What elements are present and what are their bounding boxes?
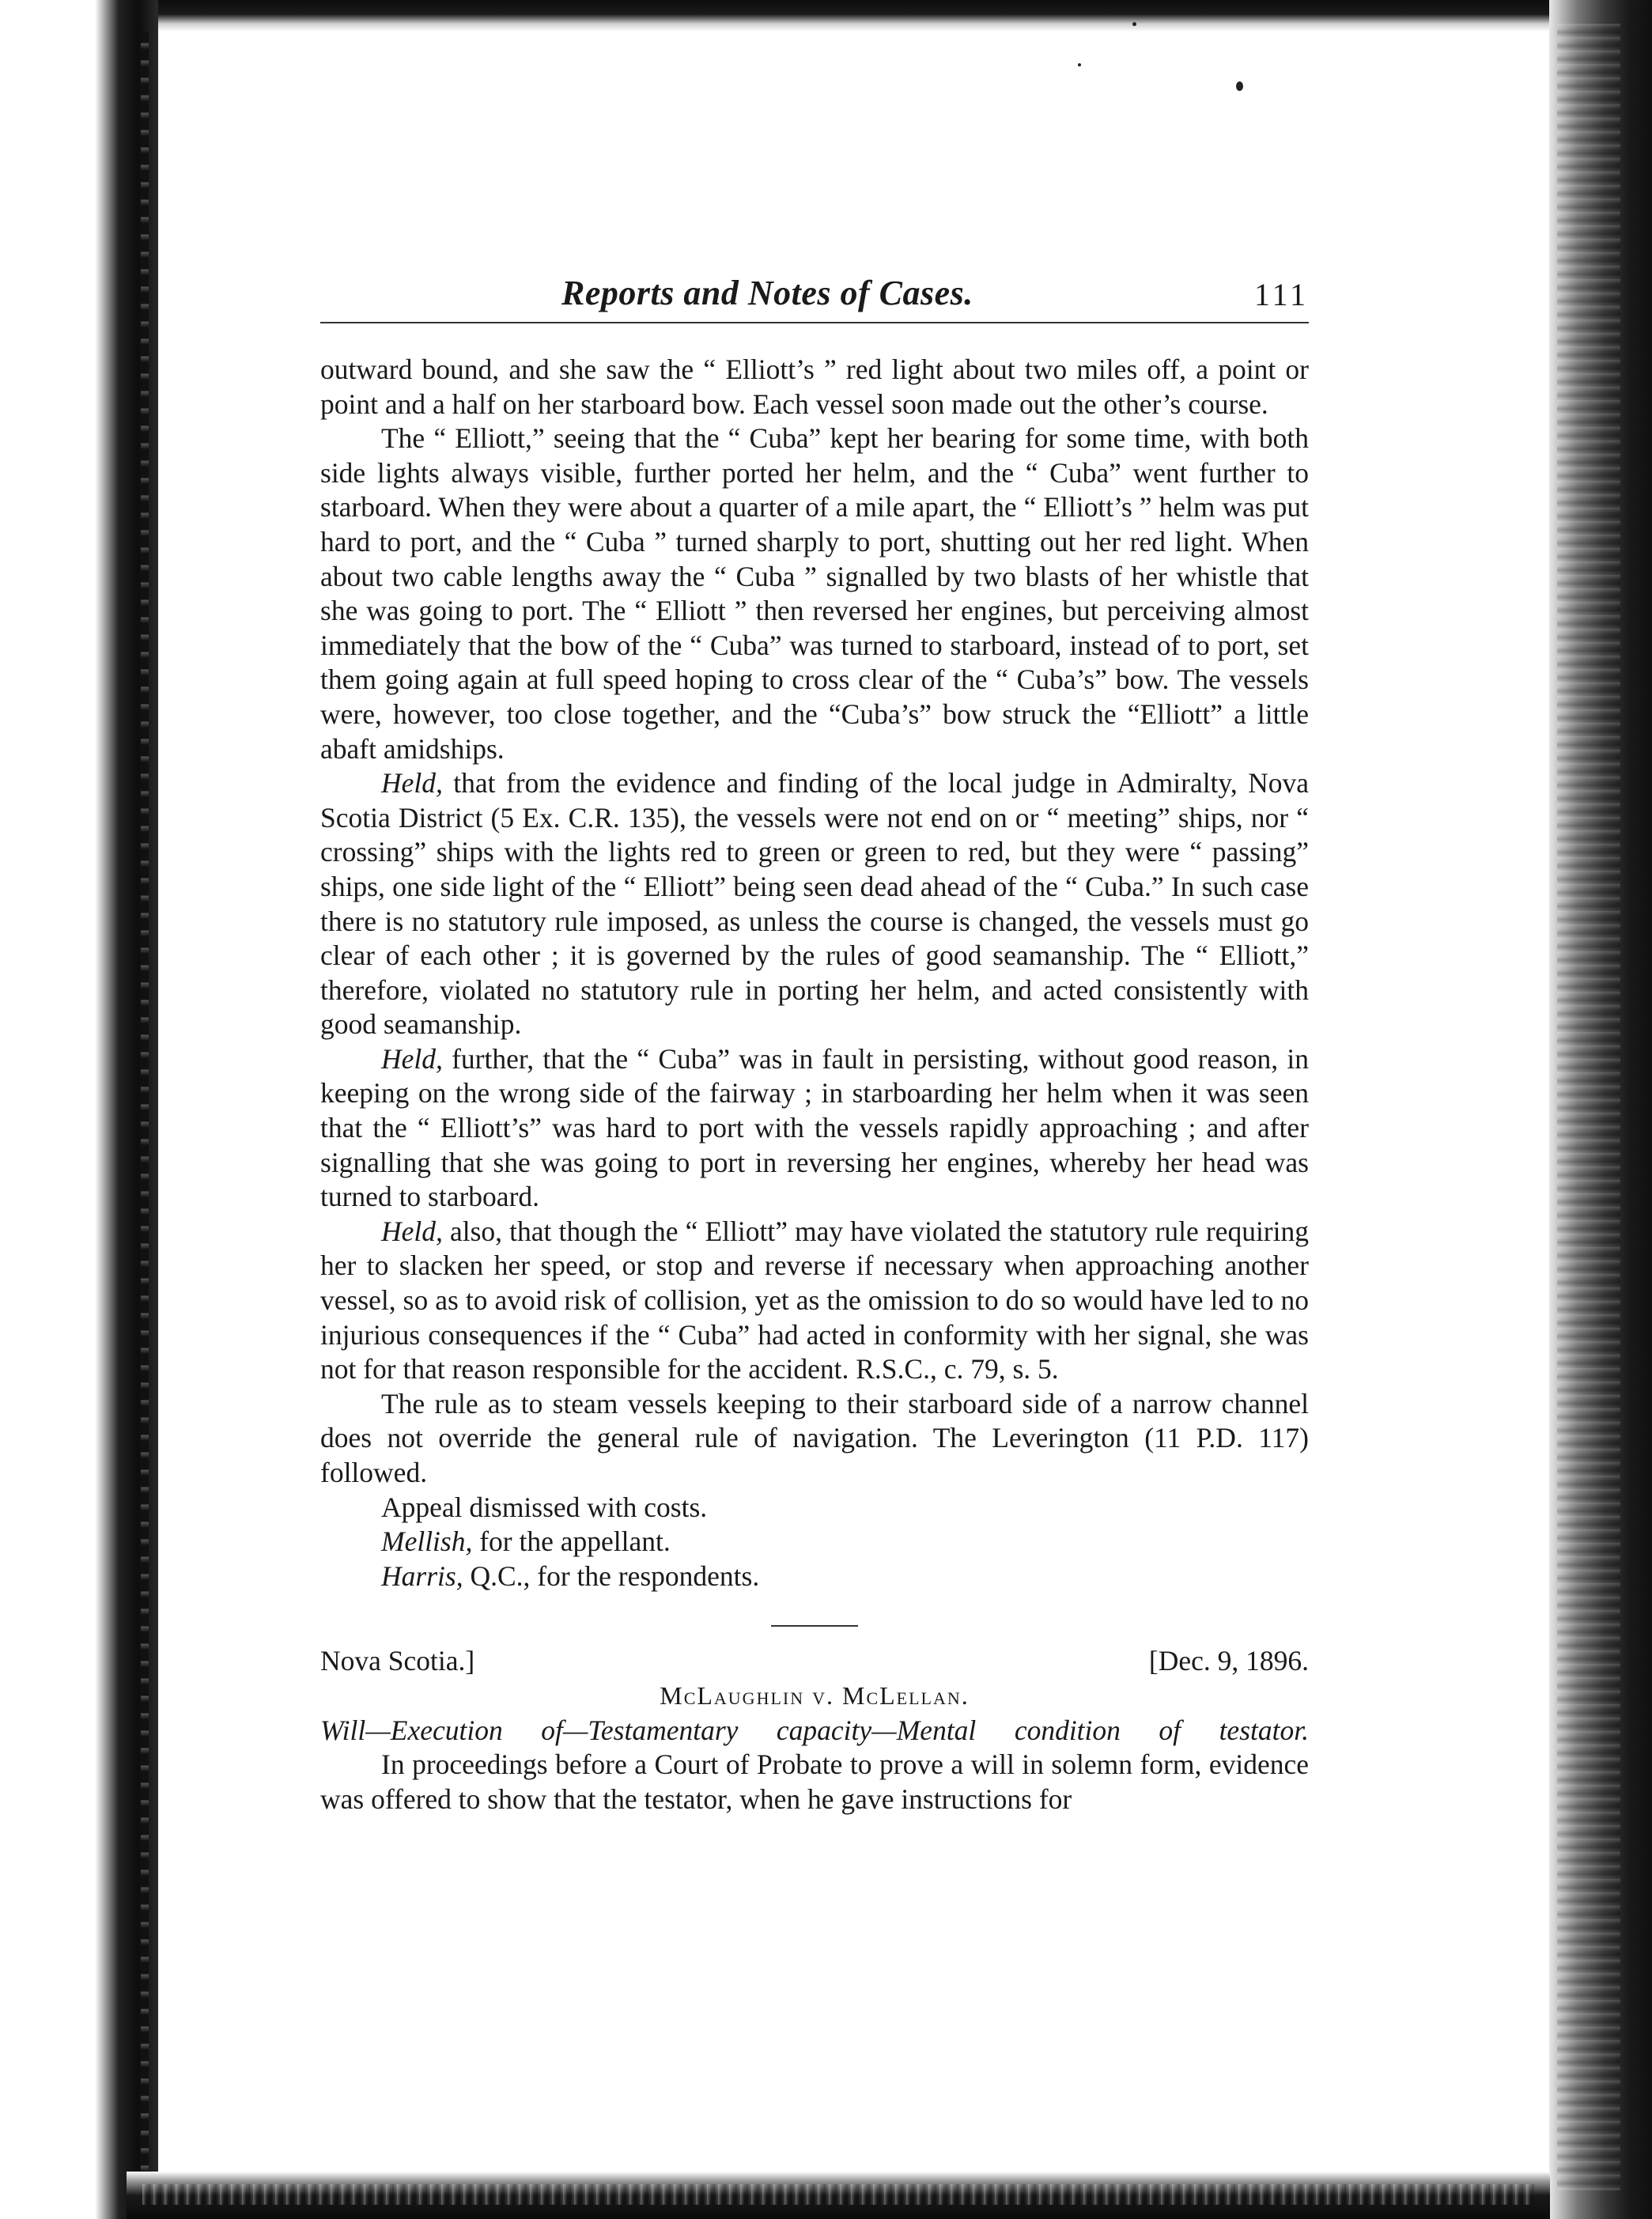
page-body <box>320 353 1309 1816</box>
page-number: 111 <box>1253 277 1309 312</box>
paragraph-facts: The “ Elliott,” seeing that the “ Cuba” kept her bearing for some time, with both side lights always visible, further ported her helm, and the “ Cuba” went further to starboard. When they were about a quarter of a mile apart, the “ Elliott’s ” helm was put hard to port, and the “ Cuba ” turned sharply to port, shutting out her red light. When about two cable lengths away the “ Cuba ” signalled by two blasts of her whistle that she was going to port. The “ Elliott ” then reversed her engines, but perceiving almost immediately that the bow of the “ Cuba” was turned to starboard, instead of to port, set them going again at full speed hoping to cross clear of the “ Cuba’s” bow. The vessels were, however, too close together, and the “Cuba’s” bow struck the “Elliott” a little abaft amidships. <box>320 422 1309 765</box>
scan-top-edge <box>127 0 1574 32</box>
dust-speck <box>1078 63 1081 66</box>
paragraph-held-2 <box>320 1042 1309 1215</box>
counsel-role: Q.C., for the respondents. <box>463 1559 760 1592</box>
counsel-name: Harris, <box>381 1559 463 1592</box>
running-title: Reports and Notes of Cases. <box>561 274 973 312</box>
case-meta <box>320 1644 1309 1679</box>
held-label: Held, <box>381 1042 443 1075</box>
held-label: Held, <box>381 1215 443 1247</box>
paragraph-continued: outward bound, and she saw the “ Elliott’s ” red light about two miles off, a point or point and a half on her starboard bow. Each vessel soon made out the other’s course. <box>320 353 1309 420</box>
scan-binding-edge <box>0 0 158 2219</box>
case-date: [Dec. 9, 1896. <box>1148 1645 1309 1677</box>
paragraph-rule: The rule as to steam vessels keeping to their starboard side of a narrow channel does not override the general rule of navigation. The Leverington (11 P.D. 117) followed. <box>320 1387 1309 1488</box>
case-subject: Will—Execution of—Testamentary capacity—Mental condition of testator. <box>320 1714 1309 1746</box>
dust-speck <box>1236 81 1243 91</box>
case-title: McLaughlin v. McLellan. <box>660 1680 970 1710</box>
disposition-line: Appeal dismissed with costs. <box>381 1491 708 1523</box>
paragraph-held-1 <box>320 766 1309 1042</box>
held-text: further, that the “ Cuba” was in fault in persisting, without good reason, in keeping on the wrong side of the fairway ; in starboarding her helm when it was seen that the “ Elliott’s” was hard to port with the vessels rapidly approaching ; and after signalling that she was going to port in reversing her engines, whereby her head was turned to starboard. <box>320 1042 1309 1213</box>
section-divider <box>771 1625 858 1627</box>
scan-binding-shadow <box>141 32 149 2198</box>
header-rule <box>320 322 1309 323</box>
counsel-respondent <box>320 1559 1309 1594</box>
paragraph-held-3 <box>320 1215 1309 1387</box>
running-header <box>320 273 1309 328</box>
counsel-role: for the appellant. <box>472 1525 671 1558</box>
held-label: Held, <box>381 767 443 800</box>
counsel-name: Mellish, <box>381 1525 473 1558</box>
held-text: also, that though the “ Elliott” may have violated the statutory rule requiring her to slacken her speed, or stop and reverse if necessary when approaching another vessel, so as to avoid risk of collision, yet as the omission to do so would have led to no injurious consequences if the “ Cuba” had acted in conformity with her signal, she was not for that reason responsible for the accident. R.S.C., c. 79, s. 5. <box>320 1215 1309 1385</box>
counsel-appellant <box>320 1525 1309 1559</box>
scan-bottom-speckle <box>142 2184 1534 2205</box>
scan-right-speckle <box>1557 24 1620 2191</box>
paragraph-case-text: In proceedings before a Court of Probate to prove a will in solemn form, evidence was offered to show that the testator, when he gave instructions for <box>320 1748 1309 1815</box>
case-court: Nova Scotia.] <box>320 1645 475 1677</box>
held-text: that from the evidence and finding of the local judge in Admiralty, Nova Scotia District (5 Ex. C.R. 135), the vessels were not end on or “ meeting” ships, nor “ crossing” ships with the lights red to green or green to red, but they were “ passing” ships, one side light of the “ Elliott” being seen dead ahead of the “ Cuba.” In such case there is no statutory rule imposed, as unless the course is changed, the vessels must go clear of each other ; it is governed by the rules of good seamanship. The “ Elliott,” therefore, violated no statutory rule in porting her helm, and acted consistently with good seamanship. <box>320 767 1309 1041</box>
dust-speck <box>1132 22 1136 26</box>
